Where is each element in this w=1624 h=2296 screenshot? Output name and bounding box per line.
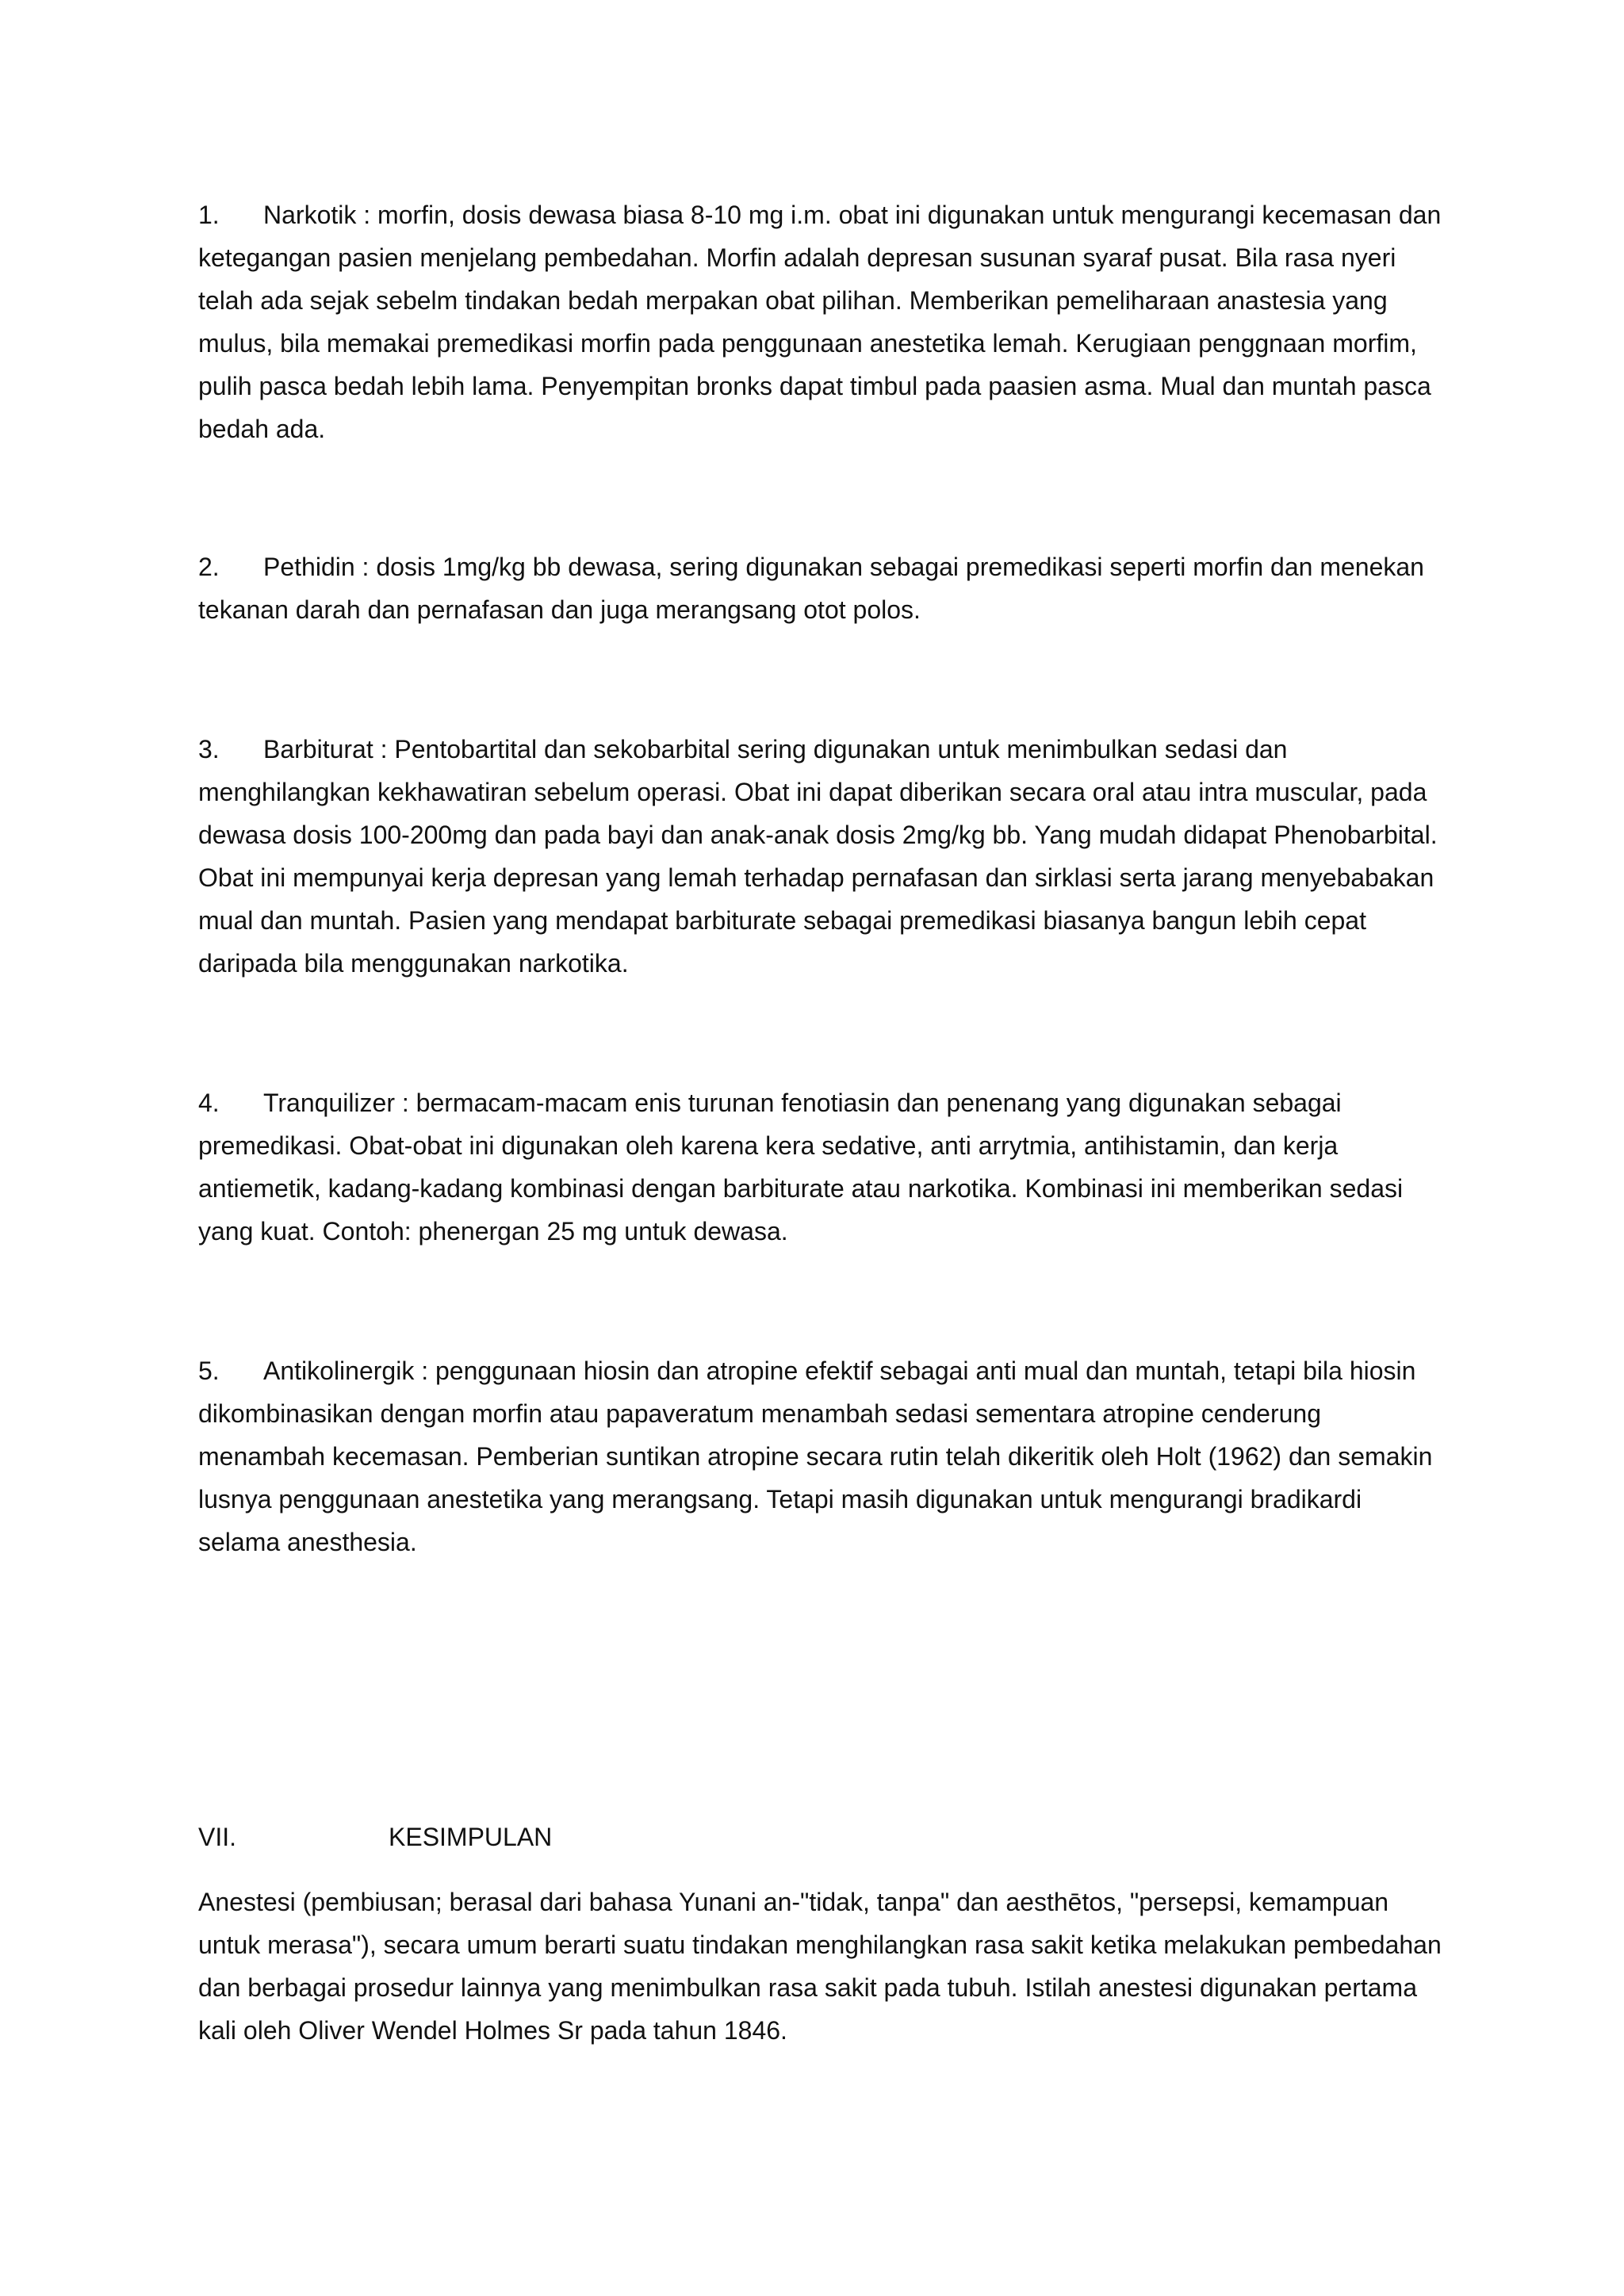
list-item (198, 1081, 1443, 1253)
list-item-text: Antikolinergik : penggunaan hiosin dan atropine efektif sebagai anti mual dan muntah, tetapi bila hiosin dikombinasikan dengan morfin atau papaveratum menambah sedasi sementara atropine cenderung menambah kecemasan. Pemberian suntikan atropine secara rutin telah dikeritik oleh Holt (1962) dan semakin lusnya penggunaan anestetika yang merangsang. Tetapi masih digunakan untuk mengurangi bradikardi selama anesthesia. (198, 1357, 1433, 1556)
list-item-text: Barbiturat : Pentobartital dan sekobarbital sering digunakan untuk menimbulkan sedasi dan menghilangkan kekhawatiran sebelum operasi. Obat ini dapat diberikan secara oral atau intra muscular, pada dewasa dosis 100-200mg dan pada bayi dan anak-anak dosis 2mg/kg bb. Yang mudah didapat Phenobarbital. Obat ini mempunyai kerja depresan yang lemah terhadap pernafasan dan sirklasi serta jarang menyebabakan mual dan muntah. Pasien yang mendapat barbiturate sebagai premedikasi biasanya bangun lebih cepat daripada bila menggunakan narkotika. (198, 735, 1438, 978)
list-item-text: Narkotik : morfin, dosis dewasa biasa 8-10 mg i.m. obat ini digunakan untuk mengurangi kecemasan dan ketegangan pasien menjelang pembedahan. Morfin adalah depresan susunan syaraf pusat. Bila rasa nyeri telah ada sejak sebelm tindakan bedah merpakan obat pilihan. Memberikan pemeliharaan anastesia yang mulus, bila memakai premedikasi morfin pada penggunaan anestetika lemah. Kerugiaan penggnaan morfim, pulih pasca bedah lebih lama. Penyempitan bronks dapat timbul pada paasien asma. Mual dan muntah pasca bedah ada. (198, 201, 1442, 443)
list-item-number: 4. (198, 1089, 220, 1117)
section-heading (198, 1816, 1443, 1858)
list-item-number: 5. (198, 1357, 220, 1385)
document-body (198, 193, 1443, 2052)
list-item-number: 3. (198, 735, 220, 763)
section-number: VII. (198, 1823, 237, 1851)
list-item (198, 728, 1443, 985)
list-item-text: Tranquilizer : bermacam-macam enis turunan fenotiasin dan penenang yang digunakan sebagai premedikasi. Obat-obat ini digunakan oleh karena kera sedative, anti arrytmia, antihistamin, dan kerja antiemetik, kadang-kadang kombinasi dengan barbiturate atau narkotika. Kombinasi ini memberikan sedasi yang kuat. Contoh: phenergan 25 mg untuk dewasa. (198, 1089, 1404, 1246)
list-item (198, 1349, 1443, 1563)
list-item (198, 193, 1443, 450)
list-item-number: 1. (198, 201, 220, 229)
conclusion-paragraph: Anestesi (pembiusan; berasal dari bahasa Yunani an-"tidak, tanpa" dan aesthētos, "persepsi, kemampuan untuk merasa"), secara umum berarti suatu tindakan menghilangkan rasa sakit ketika melakukan pembedahan dan berbagai prosedur lainnya yang menimbulkan rasa sakit pada tubuh. Istilah anestesi digunakan pertama kali oleh Oliver Wendel Holmes Sr pada tahun 1846. (198, 1888, 1442, 2045)
list-item-number: 2. (198, 553, 220, 581)
list-item-text: Pethidin : dosis 1mg/kg bb dewasa, sering digunakan sebagai premedikasi seperti morfin dan menekan tekanan darah dan pernafasan dan juga merangsang otot polos. (198, 553, 1424, 624)
section-title: KESIMPULAN (389, 1823, 553, 1851)
list-item (198, 545, 1443, 631)
